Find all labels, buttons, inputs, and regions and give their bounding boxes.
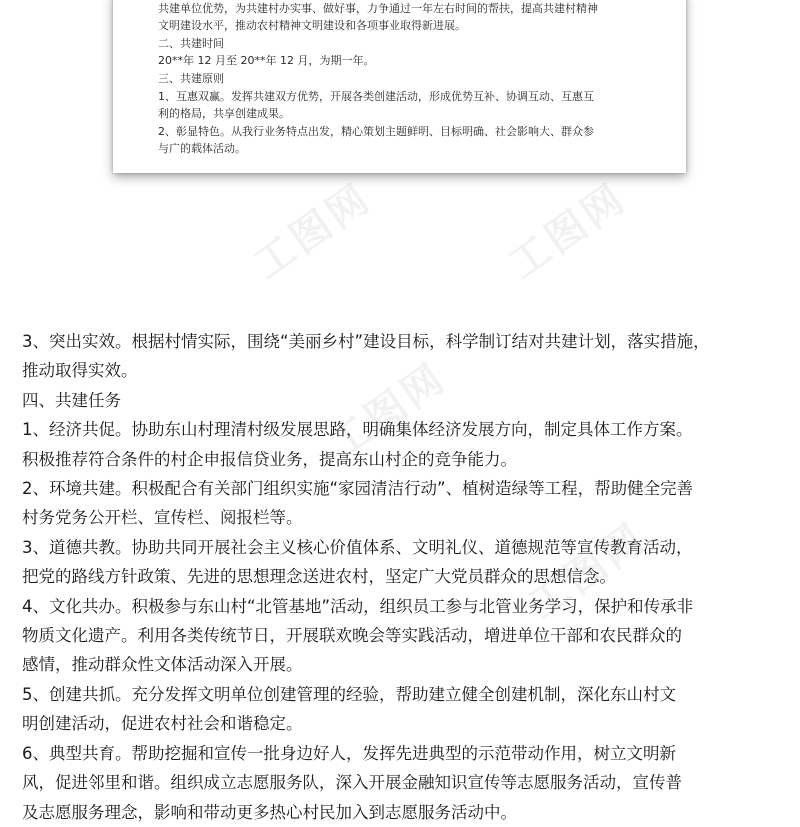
paper-line: 1、互惠双赢。发挥共建双方优势，开展各类创建活动，形成优势互补、协调互动、互惠互 xyxy=(158,89,594,103)
body-line: 及志愿服务理念，影响和带动更多热心村民加入到志愿服务活动中。 xyxy=(22,802,517,822)
body-line: 1、经济共促。协助东山村理清村级发展思路，明确集体经济发展方向，制定具体工作方案。 xyxy=(22,420,693,440)
paper-line: 共建单位优势，为共建村办实事、做好事，力争通过一年左右时间的帮扶，提高共建村精神 xyxy=(158,1,598,15)
body-line: 风，促进邻里和谐。组织成立志愿服务队，深入开展金融知识宣传等志愿服务活动，宣传普 xyxy=(22,773,682,793)
document-body xyxy=(22,327,792,827)
paper-heading: 二、共建时间 xyxy=(158,36,224,50)
paper-line: 文明建设水平，推动农村精神文明建设和各项事业取得新进展。 xyxy=(158,19,466,33)
paper-line: 利的格局，共享创建成果。 xyxy=(158,107,290,121)
body-line: 明创建活动，促进农村社会和谐稳定。 xyxy=(22,714,303,734)
body-line: 把党的路线方针政策、先进的思想理念送进农村，坚定广大党员群众的思想信念。 xyxy=(22,567,616,587)
body-line: 村务党务公开栏、宣传栏、阅报栏等。 xyxy=(22,508,303,528)
paper-line: 与广的载体活动。 xyxy=(158,142,246,156)
body-line: 3、道德共教。协助共同开展社会主义核心价值体系、文明礼仪、道德规范等宣传教育活动， xyxy=(22,537,693,557)
body-line: 4、文化共办。积极参与东山村“北管基地”活动，组织员工参与北管业务学习，保护和传承非 xyxy=(22,596,694,616)
document-page-preview xyxy=(113,0,686,173)
body-line: 2、环境共建。积极配合有关部门组织实施“家园清洁行动”、植树造绿等工程，帮助健全完善 xyxy=(22,479,694,499)
watermark: 工图网 xyxy=(320,354,456,469)
paper-heading: 三、共建原则 xyxy=(158,71,224,85)
body-line: 推动取得实效。 xyxy=(22,361,138,381)
body-line: 物质文化遗产。利用各类传统节日，开展联欢晚会等实践活动，增进单位干部和农民群众的 xyxy=(22,626,682,646)
watermark: 工图网 xyxy=(500,174,636,289)
paper-line: 2、彰显特色。从我行业务特点出发，精心策划主题鲜明、目标明确、社会影响大、群众参 xyxy=(158,124,594,138)
document-page-text xyxy=(158,0,648,158)
watermark: 工图网 xyxy=(245,174,381,289)
body-line: 积极推荐符合条件的村企申报信贷业务，提高东山村企的竞争能力。 xyxy=(22,449,517,469)
top-preview-area xyxy=(0,0,800,320)
body-line: 3、突出实效。根据村情实际，围绕“美丽乡村”建设目标，科学制订结对共建计划，落实措施， xyxy=(22,332,710,351)
body-line: 5、创建共抓。充分发挥文明单位创建管理的经验，帮助建立健全创建机制，深化东山村文 xyxy=(22,684,676,704)
body-line: 感情，推动群众性文体活动深入开展。 xyxy=(22,655,303,675)
section-heading: 四、共建任务 xyxy=(22,390,121,410)
paper-line: 20**年 12 月至 20**年 12 月，为期一年。 xyxy=(158,54,375,68)
body-line: 6、典型共育。帮助挖掘和宣传一批身边好人，发挥先进典型的示范带动作用，树立文明新 xyxy=(22,743,676,763)
watermark: 工图网 xyxy=(520,514,656,629)
